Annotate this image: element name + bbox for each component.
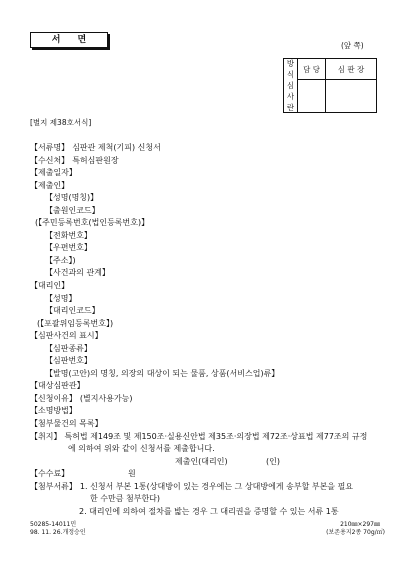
field-agent-code — [30, 305, 390, 318]
purpose-text-line: 특허법 제149조 및 제150조·실용신안법 제35조·의장법 제72조·상표법 제77조의 규정 — [64, 431, 368, 441]
footer-left — [30, 521, 86, 537]
review-side-char: 란 — [286, 103, 295, 112]
review-side-char: 사 — [286, 92, 295, 101]
field-applicant-code — [30, 205, 390, 218]
field-resident-number — [30, 217, 390, 230]
field-label: 【출원인코드】 — [45, 205, 100, 215]
field-attachments — [30, 481, 390, 494]
field-agent-name — [30, 293, 390, 306]
field-proof-method — [30, 405, 390, 418]
review-side-char: 방 — [286, 59, 295, 68]
fee-unit: 원 — [128, 469, 136, 479]
field-label: 【심판번호】 — [45, 356, 92, 366]
review-side-char: 식 — [286, 70, 295, 79]
review-signature-chief-judge — [326, 80, 377, 113]
paper-size: 210㎜×297㎜ — [340, 521, 380, 528]
field-target-judge — [30, 380, 390, 393]
review-side-label-chars — [284, 59, 297, 112]
field-label: 【성명】 — [45, 293, 77, 303]
signer-label: 제출인(대리인) — [175, 456, 228, 466]
field-label: 【우편번호】 — [45, 243, 92, 253]
field-trial-type — [30, 343, 390, 356]
field-label: 【서류명】 — [30, 143, 70, 152]
field-value: 특허심판원장 — [72, 155, 119, 165]
field-trial-case — [30, 330, 390, 343]
field-postal-code — [30, 242, 390, 255]
field-document-name — [30, 142, 390, 155]
purpose-text-line: 에 의하여 위와 같이 신청서를 제출합니다. — [68, 444, 215, 454]
field-recipient — [30, 155, 390, 168]
review-side-label — [284, 59, 298, 113]
field-value: 심판관 제척(기피) 신청서 — [72, 143, 161, 152]
signature-line — [30, 456, 390, 469]
form-code: 50285-14011민 — [30, 521, 77, 528]
approval-date: 98. 11. 26.개정승인 — [30, 529, 86, 536]
attachment-item: 1. 신청서 부본 1통(상대방이 있는 경우에는 그 상대방에게 송부할 부본을 필요 — [79, 481, 354, 491]
review-header-officer: 담 당 — [298, 59, 326, 80]
field-label: 【수수료】 — [30, 469, 70, 479]
field-label: 【발명(고안)의 명칭, 의장의 대상이 되는 물품, 상품(서비스업)류】 — [45, 368, 280, 378]
field-label: 【성명(명칭)】 — [45, 193, 99, 203]
field-submission-date — [30, 167, 390, 180]
paper-type: (보존용지2종 70g/㎡) — [326, 529, 385, 536]
document-type-box — [30, 32, 108, 48]
field-attachments-continued — [30, 493, 390, 506]
field-label: 【취지】 — [30, 431, 62, 441]
field-fee — [30, 468, 390, 481]
field-attached-items — [30, 418, 390, 431]
document-type-label: 서 면 — [51, 35, 87, 45]
form-fields — [30, 142, 390, 518]
field-label: 【대상심판관】 — [30, 381, 85, 391]
field-label: 【첨부물건의 목록】 — [30, 419, 103, 429]
attachment-item: 2. 대리인에 의하여 절차를 밟는 경우 그 대리권을 증명할 수 있는 서류 1통 — [79, 506, 339, 516]
field-purpose-continued — [30, 443, 390, 456]
field-agent — [30, 280, 390, 293]
footer-right — [326, 521, 385, 537]
attachment-item: 한 수만큼 첨부한다) — [90, 494, 161, 504]
field-phone — [30, 230, 390, 243]
review-header-chief-judge: 심 판 장 — [326, 59, 377, 80]
seal-label: (인) — [266, 456, 280, 466]
field-submitter-name — [30, 192, 390, 205]
field-label: 【대리인코드】 — [45, 306, 100, 316]
field-label: 【제출일자】 — [30, 168, 77, 178]
field-label: (【주민등록번호(법인등록번호)】 — [35, 218, 150, 228]
field-general-power-number — [30, 318, 390, 331]
field-label: 【신청이유】 — [30, 393, 77, 403]
field-invention-title — [30, 368, 390, 381]
field-purpose — [30, 431, 390, 444]
field-label: 【소명방법】 — [30, 406, 77, 416]
field-label: 【심판사건의 표시】 — [30, 331, 103, 341]
field-label: (【포괄위임등록번호】) — [37, 318, 114, 328]
form-number: [별지 제38호서식] — [30, 118, 92, 127]
field-label: 【첨부서류】 — [30, 481, 77, 491]
field-attachments-second — [30, 506, 390, 519]
field-label: 【주소】) — [45, 255, 76, 265]
page-side-label: (앞 쪽) — [341, 41, 364, 50]
field-label: 【심판종류】 — [45, 343, 92, 353]
formality-review-table — [283, 58, 377, 113]
field-label: 【사건과의 관계】 — [45, 268, 110, 278]
field-address — [30, 255, 390, 268]
field-label: 【제출인】 — [30, 180, 70, 190]
field-submitter — [30, 180, 390, 193]
field-reason — [30, 393, 390, 406]
field-label: 【전화번호】 — [45, 230, 92, 240]
field-trial-number — [30, 355, 390, 368]
field-label: 【대리인】 — [30, 281, 70, 291]
review-side-char: 심 — [286, 81, 295, 90]
field-label: 【수신처】 — [30, 155, 70, 165]
review-signature-officer — [298, 80, 326, 113]
field-value: (별지사용가능) — [79, 393, 133, 403]
field-case-relation — [30, 267, 390, 280]
